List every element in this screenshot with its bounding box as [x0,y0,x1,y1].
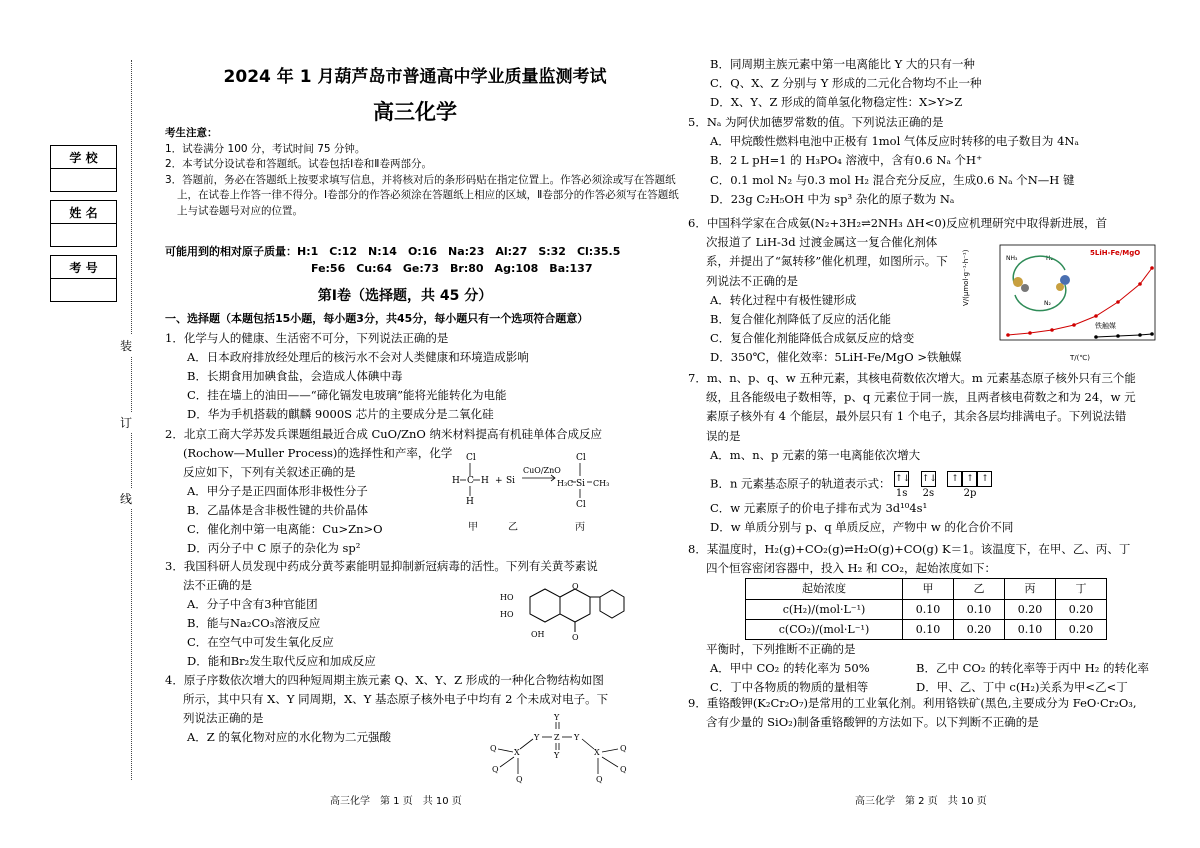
option-d: D．能和Br₂发生取代反应和加成反应 [187,654,376,668]
svg-text:H: H [452,476,460,486]
option-b: B．复合催化剂降低了反应的活化能 [710,312,891,327]
field-blank-gap2 [51,247,117,256]
option-c: C．w 元素原子的价电子排布式为 3d¹⁰4s¹ [710,501,928,516]
label-bing: 丙 [575,522,585,533]
question-stem: 级，且各能级电子数相等，p、q 元素位于同一族，且两者核电荷数之和为 24，w 元 [706,390,1136,405]
svg-text:Cl: Cl [576,500,586,510]
question-1 [165,329,670,424]
mech-nh3: NH₃ [1006,255,1018,262]
svg-text:O: O [572,633,579,642]
option-a: A．m、n、p 元素的第一电离能依次增大 [710,447,921,462]
option-b: B．乙晶体是含非极性键的共价晶体 [187,503,368,517]
svg-text:H₃C: H₃C [557,479,574,488]
question-7 [688,369,1158,537]
table-cell: 0.20 [1056,619,1107,639]
option-c: C．0.1 mol N₂ 与0.3 mol H₂ 混合充分反应，生成0.6 Nₐ 个N—H 键 [710,172,1075,187]
svg-text:Q: Q [492,765,499,774]
table-cell: 0.20 [1005,599,1056,619]
svg-text:HO: HO [500,593,514,602]
page-footer-left: 高三化学 第 1 页 共 10 页 [330,796,462,807]
question-stem: 误的是 [706,428,741,443]
option-row-ab [688,659,1158,678]
field-school-blank[interactable] [51,169,117,192]
series-label-lih: 5LiH-Fe/MgO [1090,249,1141,257]
svg-text:Q: Q [620,765,627,774]
svg-text:Si: Si [576,479,586,489]
notes-item: 1．试卷满分 100 分，考试时间 75 分钟。 [165,142,366,155]
svg-text:CH₃: CH₃ [593,479,610,488]
subject-title: 高三化学 [373,100,457,124]
option-c: C．在空气中可发生氧化反应 [187,635,334,649]
question-4-continued [688,55,1158,113]
option-b: B．2 L pH=1 的 H₃PO₄ 溶液中，含有0.6 Nₐ 个H⁺ [710,153,983,168]
question-stem: 次报道了 LiH-3d 过渡金属这一复合催化剂体 [706,235,938,250]
table-cell: 0.10 [954,599,1005,619]
option-b: B．长期食用加碘食盐，会造成人体碘中毒 [187,369,403,383]
chart-ylabel: V/(μmol·g⁻¹·h⁻¹) [962,249,970,306]
question-stem: 9．重铬酸钾(K₂Cr₂O₇)是常用的工业氧化剂。利用铬铁矿(黑色,主要成分为 FeO·Cr₂O₃, [688,696,1137,710]
table-cell: 0.20 [1056,599,1107,619]
table-row [746,619,1107,639]
orbital-1s: ↑↓ 1s [894,469,909,500]
option-b: B．能与Na₂CO₃溶液反应 [187,616,321,630]
baicalein-structure [495,582,645,652]
option-b [688,469,1158,499]
notes-item: 3．答题前，务必在答题纸上按要求填写信息，并将核对后的条形码贴在指定位置上。作答必须涂或写在答题纸上，在试卷上作答一律不得分。Ⅰ卷部分的作答必须涂在答题纸上相应的区域，Ⅱ卷部分的作答必须写在答题纸上与试卷题号对应的位置。 [165,173,679,217]
option-c: C．催化剂中第一电离能：Cu>Zn>O [187,522,383,536]
question-5 [688,113,1158,209]
option-d: D．甲、乙、丁中 c(H₂)关系为甲<乙<丁 [916,680,1128,695]
question-stem: 平衡时，下列推断不正确的是 [706,642,856,657]
svg-text:O: O [572,582,579,591]
svg-text:H: H [466,497,474,507]
option-a: A．甲分子是正四面体形非极性分子 [187,484,368,498]
atomic-mass-line2: Fe:56 Cu:64 Ge:73 Br:80 Ag:108 Ba:137 [311,262,593,275]
series-label-fe: 铁触媒 [1095,322,1116,330]
notes-heading: 考生注意： [165,127,218,139]
question-stem: 列说法不正确的是 [706,273,798,288]
question-8 [688,540,1158,698]
catalyst-label: CuO/ZnO [523,466,561,475]
question-stem: 列说法正确的是 [183,711,264,725]
question-stem: 系，并提出了“氮转移”催化机理，如图所示。下 [706,254,948,269]
orbital-label: 2p [963,488,977,500]
table-cell: c(CO₂)/(mol·L⁻¹) [746,619,903,639]
field-blank-gap [51,192,117,201]
option-a: A．日本政府排放经处理后的核污水不会对人类健康和环境造成影响 [187,350,529,364]
table-header-cell: 乙 [954,579,1005,599]
option-d: D．丙分子中 C 原子的杂化为 sp² [187,541,361,555]
option-c: C．Q、X、Z 分别与 Y 形成的二元化合物均不止一种 [710,76,982,91]
rochow-reaction-figure [440,448,620,538]
field-name-label: 姓 名 [51,201,117,224]
svg-text:OH: OH [531,630,545,639]
svg-text:Y: Y [574,733,580,742]
question-stem: 四个恒容密闭容器中，投入 H₂ 和 CO₂，起始浓度如下： [706,561,996,576]
question-stem: 5．Nₐ 为阿伏加德罗常数的值。下列说法正确的是 [688,115,944,129]
svg-text:+: + [495,476,503,486]
question-stem: 6．中国科学家在合成氨(N₂+3H₂⇌2NH₃ ΔH<0)反应机理研究中取得新进展，首 [688,216,1108,230]
question-stem: 7．m、n、p、q、w 五种元素，其核电荷数依次增大。m 元素基态原子核外只有三个能 [688,371,1136,385]
option-b-text: B．n 元素基态原子的轨道表示式： [710,476,891,491]
label-yi: 乙 [508,522,518,533]
orbital-2s: ↑↓ 2s [921,469,936,500]
svg-text:X: X [514,748,520,757]
label-jia: 甲 [468,522,478,533]
table-cell: c(H₂)/(mol·L⁻¹) [746,599,903,619]
question-stem: 反应如下，下列有关叙述正确的是 [183,465,356,479]
table-row [746,599,1107,619]
question-stem: 3．我国科研人员发现中药成分黄芩素能明显抑制新冠病毒的活性。下列有关黄芩素说 [165,559,598,573]
field-school-label: 学 校 [51,146,117,169]
table-cell: 0.10 [903,599,954,619]
question-stem: 8．某温度时，H₂(g)+CO₂(g)⇌H₂O(g)+CO(g) K＝1。该温度下，在甲、乙、丙、丁 [688,542,1131,556]
question-9 [688,694,1158,732]
svg-text:Q: Q [596,775,603,784]
question-stem: 4．原子序数依次增大的四种短周期主族元素 Q、X、Y、Z 形成的一种化合物结构如图 [165,673,604,687]
binding-char-ding: 订 [120,412,132,433]
svg-text:Cl: Cl [576,453,586,463]
section-instruction: 一、选择题（本题包括15小题，每小题3分，共45分，每小题只有一个选项符合题意） [165,312,589,325]
option-a: A．分子中含有3种官能团 [187,597,318,611]
svg-text:Cl: Cl [466,453,476,463]
orbital-label: 1s [895,488,908,500]
concentration-table [745,578,1107,640]
table-cell: 0.20 [954,619,1005,639]
option-b: B．乙中 CO₂ 的转化率等于丙中 H₂ 的转化率 [916,661,1150,676]
svg-text:C: C [467,476,474,486]
qxyz-structure [478,712,638,784]
option-d: D．X、Y、Z 形成的简单氢化物稳定性：X>Y>Z [710,95,963,110]
option-c: C．复合催化剂能降低合成氨反应的焓变 [710,331,915,346]
field-name-blank[interactable] [51,224,117,247]
option-d: D．350℃，催化效率：5LiH-Fe/MgO >铁触媒 [710,350,962,365]
atomic-mass-line1: 可能用到的相对原子质量：H:1 C:12 N:14 O:16 Na:23 Al:27 S:32 Cl:35.5 [165,245,621,258]
option-b: B．同周期主族元素中第一电离能比 Y 大的只有一种 [710,57,975,71]
option-a: A．甲中 CO₂ 的转化率为 50% [710,661,870,676]
student-info-table [50,145,117,302]
svg-text:HO: HO [500,610,514,619]
mech-n2: N₂ [1044,300,1051,307]
ammonia-mechanism-figure [960,240,1165,365]
option-a: A．Z 的氧化物对应的水化物为二元强酸 [187,730,391,744]
option-a: A．转化过程中有极性键形成 [710,292,857,307]
table-header-cell: 甲 [903,579,954,599]
atomic-mass-block [165,243,685,277]
svg-text:Z: Z [554,733,560,742]
table-header-row [746,579,1107,599]
question-stem: 1．化学与人的健康、生活密不可分，下列说法正确的是 [165,331,449,345]
svg-text:Q: Q [490,744,497,753]
binding-char-zhuang: 装 [120,335,132,356]
question-stem: 法不正确的是 [183,578,252,592]
field-id-blank[interactable] [51,279,117,302]
notes-item: 2．本考试分设试卷和答题纸。试卷包括Ⅰ卷和Ⅱ卷两部分。 [165,158,432,170]
svg-text:Si: Si [506,476,516,486]
svg-text:X: X [594,748,600,757]
svg-text:Y: Y [534,733,540,742]
orbital-2p: ↑ ↑ ↑ 2p [947,469,992,500]
option-d: D．华为手机搭载的麒麟 9000S 芯片的主要成分是二氧化硅 [187,407,494,421]
section-title: 第Ⅰ卷（选择题，共 45 分） [317,288,493,304]
option-a: A．甲烷酸性燃料电池中正极有 1mol 气体反应时转移的电子数目为 4Nₐ [710,134,1079,149]
table-header-cell: 起始浓度 [746,579,903,599]
table-header-cell: 丙 [1005,579,1056,599]
svg-text:Q: Q [516,775,523,784]
table-cell: 0.10 [903,619,954,639]
option-d: D．23g C₂H₅OH 中为 sp³ 杂化的原子数为 Nₐ [710,191,955,206]
question-stem: 所示，其中只有 X、Y 同周期，X、Y 基态原子核外电子中均有 2 个未成对电子。下 [183,692,609,706]
mech-h2: H₂ [1046,255,1053,262]
svg-text:Q: Q [620,744,627,753]
exam-title: 2024 年 1 月葫芦岛市普通高中学业质量监测考试 [223,67,607,87]
option-c: C．挂在墙上的油田——“碲化镉发电玻璃”能将光能转化为电能 [187,388,507,402]
svg-text:H: H [481,476,489,486]
option-d: D．w 单质分别与 p、q 单质反应，产物中 w 的化合价不同 [710,520,1014,535]
page-footer-right: 高三化学 第 2 页 共 10 页 [855,796,987,807]
field-id-label: 考 号 [51,256,117,279]
svg-text:Y: Y [554,713,560,722]
table-header-cell: 丁 [1056,579,1107,599]
question-stem: (Rochow—Muller Process)的选择性和产率，化学 [183,446,453,460]
binding-char-xian: 线 [120,488,132,509]
question-stem: 素原子核外有 4 个能层，最外层只有 1 个电子，其余各层均排满电子。下列说法错 [706,409,1127,424]
exam-notes [165,126,685,219]
orbital-label: 2s [922,488,935,500]
svg-text:Y: Y [554,751,560,760]
option-c: C．丁中各物质的物质的量相等 [710,680,869,695]
question-stem: 2．北京工商大学苏发兵课题组最近合成 CuO/ZnO 纳米材料提高有机硅单体合成反应 [165,427,602,441]
chart-xlabel: T/(℃) [1070,354,1090,362]
table-cell: 0.10 [1005,619,1056,639]
question-stem: 含有少量的 SiO₂)制备重铬酸钾的方法如下。以下判断不正确的是 [706,715,1039,730]
